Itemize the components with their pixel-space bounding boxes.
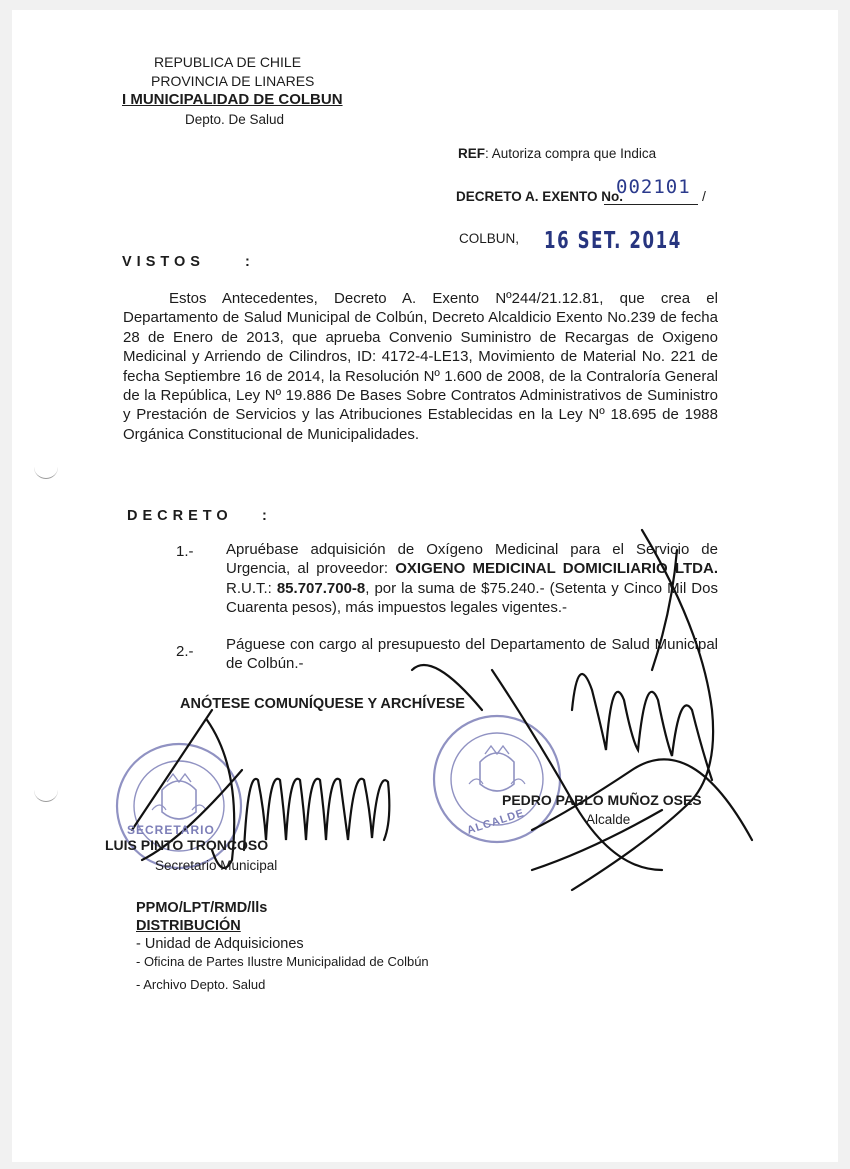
item-1-text <box>226 540 718 618</box>
item-2-number: 2.- <box>176 643 194 660</box>
closing-line: ANÓTESE COMUNÍQUESE Y ARCHÍVESE <box>180 696 465 712</box>
item-1-part-1: Apruébase adquisición de Oxígeno Medicinal para el Servicio de Urgencia, al proveedor: <box>226 541 718 578</box>
decreto-number-line <box>456 188 623 206</box>
distribution-item: - Oficina de Partes Ilustre Municipalidad de Colbún <box>136 954 429 969</box>
vistos-title: VISTOS <box>122 254 205 270</box>
header-depto: Depto. De Salud <box>185 112 285 127</box>
decreto-number-underline <box>604 204 698 205</box>
left-signer-name: LUIS PINTO TRONCOSO <box>105 837 269 853</box>
ref-label: REF <box>458 146 485 161</box>
decreto-colon: : <box>262 508 272 524</box>
right-seal-text: ALCALDE <box>465 807 526 837</box>
item-1-provider: OXIGENO MEDICINAL DOMICILIARIO LTDA. <box>395 560 718 578</box>
item-1-part-2: R.U.T.: <box>226 579 277 597</box>
date-place: COLBUN, <box>459 231 520 246</box>
ref-text: : Autoriza compra que Indica <box>485 146 657 161</box>
right-signer-role: Alcalde <box>586 812 631 827</box>
item-2-part-1: Páguese con cargo al presupuesto del Departamento de Salud Municipal de Colbún.- <box>226 636 718 673</box>
item-1-rut: 85.707.700-8 <box>276 579 366 597</box>
binder-hole-mark <box>34 781 58 802</box>
vistos-text: Estos Antecedentes, Decreto A. Exento Nº244/21.12.81, que crea el Departamento de Salud Municipal de Colbún, Decreto Alcaldicio Exento No.239 de fecha 28 de Enero de 2013, que aprueba Convenio Suministro de Recargas de Oxigeno Medicinal y Arriendo de Cilindros, ID: 4172-4-LE13, Movimiento de Material No. 221 de fecha Septiembre 16 de 2014, la Resolución Nº 1.600 de 2008, de la Contraloría General de la República, Ley Nº 19.886 De Bases Sobre Contratos Administrativos de Suministro y Prestación de Servicios y las Atribuciones Establecidas en la Ley Nº 18.695 de 1988 Orgánica Constitucional de Municipalidades. <box>123 290 718 443</box>
decreto-number-suffix: / <box>702 188 706 204</box>
binder-hole-mark <box>34 458 58 479</box>
item-1-number: 1.- <box>176 543 194 560</box>
decreto-title: DECRETO <box>127 508 233 524</box>
vistos-paragraph <box>123 289 718 444</box>
decreto-number-label: DECRETO A. EXENTO No. <box>456 189 624 204</box>
initials: PPMO/LPT/RMD/lls <box>136 900 268 916</box>
distribution-title: DISTRIBUCIÓN <box>136 918 241 934</box>
document-page <box>12 10 838 1162</box>
header-provincia: PROVINCIA DE LINARES <box>151 73 315 89</box>
left-signer-role: Secretario Municipal <box>155 858 278 873</box>
left-seal-text: SECRETARIO <box>127 823 215 837</box>
distribution-item: - Unidad de Adquisiciones <box>136 936 304 952</box>
header-municipalidad: I MUNICIPALIDAD DE COLBUN <box>122 91 343 108</box>
date-stamp: 16 SET. 2014 <box>544 228 682 254</box>
ref-line <box>458 146 656 161</box>
header-republica: REPUBLICA DE CHILE <box>154 54 302 70</box>
decreto-number-stamp: 002101 <box>616 176 691 198</box>
vistos-colon: : <box>245 254 255 270</box>
item-1-part-3: , por la suma de $75.240.- (Setenta y Cinco Mil Dos Cuarenta pesos), más impuestos legales vigentes.- <box>226 579 718 617</box>
distribution-item: - Archivo Depto. Salud <box>136 977 266 992</box>
right-signer-name: PEDRO PABLO MUÑOZ OSES <box>502 792 702 808</box>
item-2-text <box>226 635 718 674</box>
